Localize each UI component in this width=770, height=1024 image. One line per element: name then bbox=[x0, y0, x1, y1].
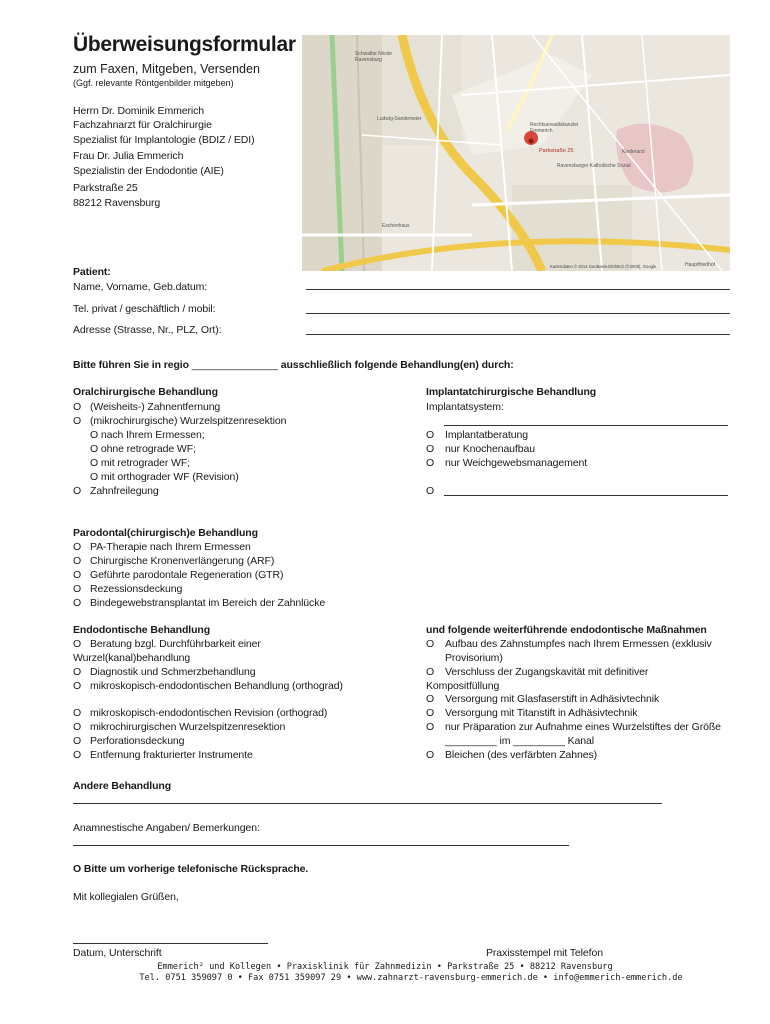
greeting: Mit kollegialen Grüßen, bbox=[73, 891, 179, 903]
paro-heading: Parodontal(chirurgisch)e Behandlung bbox=[73, 527, 258, 539]
footer-contact: Tel. 0751 359097 0 • Fax 0751 359097 29 • www.zahnarzt-ravensburg-emmerich.de • info@emmerich-emmerich.de bbox=[139, 973, 683, 983]
map-label: Ravensburg bbox=[355, 57, 382, 63]
checkbox[interactable]: O bbox=[73, 707, 82, 719]
checkbox[interactable]: O bbox=[73, 597, 82, 609]
oral-item-label: (Weisheits-) Zahnentfernung bbox=[90, 401, 221, 413]
map-marker-label: Parkstraße 25 bbox=[539, 148, 574, 154]
checkbox[interactable]: O bbox=[426, 693, 435, 705]
checkbox[interactable]: O bbox=[426, 443, 435, 455]
checkbox[interactable]: O bbox=[73, 583, 82, 595]
map-label: Eschenhaus bbox=[382, 223, 410, 229]
endo-item-label: Beratung bzgl. Durchführbarkeit einer bbox=[90, 638, 261, 650]
patient-phone-label: Tel. privat / geschäftlich / mobil: bbox=[73, 303, 216, 315]
map-label: Ravensburger Katholische Sozial bbox=[557, 163, 631, 169]
checkbox[interactable]: O bbox=[73, 401, 82, 413]
checkbox[interactable]: O bbox=[73, 485, 82, 497]
checkbox[interactable]: O bbox=[426, 485, 435, 497]
request-suffix: ausschließlich folgende Behandlung(en) durch: bbox=[280, 359, 514, 371]
checkbox[interactable]: O bbox=[73, 680, 82, 692]
further-item-label: nur Präparation zur Aufnahme eines Wurzelstiftes der Größe bbox=[445, 721, 721, 733]
doctor-line: Frau Dr. Julia Emmerich bbox=[73, 150, 184, 162]
further-heading: und folgende weiterführende endodontische Maßnahmen bbox=[426, 624, 707, 636]
form-title: Überweisungsformular bbox=[73, 33, 296, 56]
oral-heading: Oralchirurgische Behandlung bbox=[73, 386, 218, 398]
location-map bbox=[302, 35, 730, 271]
endo-item-label: mikrochirurgischen Wurzelspitzenresektion bbox=[90, 721, 286, 733]
checkbox[interactable]: O bbox=[426, 749, 435, 761]
implant-item-label: nur Weichgewebsmanagement bbox=[445, 457, 588, 469]
map-label: Rechtsanwaltskanzlei bbox=[530, 122, 579, 128]
other-treatment-field[interactable] bbox=[73, 803, 662, 804]
checkbox[interactable]: O bbox=[426, 721, 435, 733]
further-item-label: Verschluss der Zugangskavität mit definitiver bbox=[445, 666, 649, 678]
checkbox[interactable]: O bbox=[73, 749, 82, 761]
checkbox[interactable]: O bbox=[73, 721, 82, 733]
paro-item-label: PA-Therapie nach Ihrem Ermessen bbox=[90, 541, 251, 553]
further-item-label-cont: Provisorium) bbox=[445, 652, 503, 664]
oral-item-label: Zahnfreilegung bbox=[90, 485, 159, 497]
checkbox[interactable]: O bbox=[73, 569, 82, 581]
request-line bbox=[73, 359, 514, 371]
map-label: Schwalbe Nicole bbox=[355, 51, 392, 57]
stamp-label: Praxisstempel mit Telefon bbox=[486, 947, 603, 959]
further-item-label-cont: Kompositfüllung bbox=[426, 680, 500, 692]
implant-heading: Implantatchirurgische Behandlung bbox=[426, 386, 597, 398]
regio-field[interactable]: _______________ bbox=[191, 359, 278, 371]
footer-address: Emmerich² und Kollegen • Praxisklinik für Zahnmedizin • Parkstraße 25 • 88212 Ravensburg bbox=[157, 962, 613, 972]
form-note: (Ggf. relevante Röntgenbilder mitgeben) bbox=[73, 78, 234, 88]
checkbox[interactable]: O bbox=[73, 555, 82, 567]
patient-name-field[interactable] bbox=[306, 289, 730, 290]
checkbox[interactable]: O bbox=[73, 735, 82, 747]
checkbox[interactable]: O bbox=[426, 429, 435, 441]
checkbox[interactable]: O bbox=[73, 638, 82, 650]
other-heading: Andere Behandlung bbox=[73, 780, 172, 792]
endo-heading: Endodontische Behandlung bbox=[73, 624, 211, 636]
request-prefix: Bitte führen Sie in regio bbox=[73, 359, 189, 371]
endo-item-label: Perforationsdeckung bbox=[90, 735, 185, 747]
patient-heading: Patient: bbox=[73, 266, 111, 278]
doctor-line: Spezialist für Implantologie (BDIZ / EDI) bbox=[73, 134, 255, 146]
oral-suboption[interactable]: O nach Ihrem Ermessen; bbox=[90, 429, 205, 441]
oral-suboption[interactable]: O ohne retrograde WF; bbox=[90, 443, 196, 455]
patient-phone-field[interactable] bbox=[306, 313, 730, 314]
oral-suboption[interactable]: O mit retrograder WF; bbox=[90, 457, 190, 469]
paro-item-label: Rezessionsdeckung bbox=[90, 583, 183, 595]
oral-item-label: (mikrochirurgische) Wurzelspitzenresektion bbox=[90, 415, 287, 427]
further-item-label: Versorgung mit Titanstift in Adhäsivtechnik bbox=[445, 707, 638, 719]
checkbox[interactable]: O bbox=[426, 666, 435, 678]
address-street: Parkstraße 25 bbox=[73, 182, 138, 194]
patient-name-label: Name, Vorname, Geb.datum: bbox=[73, 281, 208, 293]
checkbox[interactable]: O bbox=[73, 541, 82, 553]
implant-system-label: Implantatsystem: bbox=[426, 401, 504, 413]
endo-item-label: mikroskopisch-endodontischen Revision (orthograd) bbox=[90, 707, 328, 719]
patient-address-field[interactable] bbox=[306, 334, 730, 335]
checkbox[interactable]: O bbox=[426, 707, 435, 719]
anamnesis-label: Anamnestische Angaben/ Bemerkungen: bbox=[73, 822, 260, 834]
endo-item-label-cont: Wurzel(kanal)behandlung bbox=[73, 652, 191, 664]
further-item-label: Aufbau des Zahnstumpfes nach Ihrem Ermessen (exklusiv bbox=[445, 638, 712, 650]
post-size-field[interactable]: _________ im _________ Kanal bbox=[445, 735, 594, 747]
checkbox[interactable]: O bbox=[426, 457, 435, 469]
map-label: Kinderarzt bbox=[622, 149, 645, 155]
implant-item-label: nur Knochenaufbau bbox=[445, 443, 535, 455]
endo-item-label: mikroskopisch-endodontischen Behandlung (orthograd) bbox=[90, 680, 343, 692]
map-copyright: Kartendaten © 2014 GeoBasis-DE/BKG (©2009), Google bbox=[550, 264, 657, 269]
form-subtitle: zum Faxen, Mitgeben, Versenden bbox=[73, 62, 260, 76]
patient-address-label: Adresse (Strasse, Nr., PLZ, Ort): bbox=[73, 324, 222, 336]
further-item-label: Bleichen (des verfärbten Zahnes) bbox=[445, 749, 598, 761]
paro-item-label: Bindegewebstransplantat im Bereich der Zahnlücke bbox=[90, 597, 326, 609]
anamnesis-field[interactable] bbox=[73, 845, 569, 846]
endo-item-label: Entfernung frakturierter Instrumente bbox=[90, 749, 253, 761]
endo-item-label: Diagnostik und Schmerzbehandlung bbox=[90, 666, 256, 678]
map-label: Ludwig-Sandemeier bbox=[377, 116, 422, 122]
callback-option[interactable]: O Bitte um vorherige telefonische Rücksprache. bbox=[73, 863, 309, 875]
doctor-line: Fachzahnarzt für Oralchirurgie bbox=[73, 119, 212, 131]
doctor-line: Herrn Dr. Dominik Emmerich bbox=[73, 105, 205, 117]
oral-suboption[interactable]: O mit orthograder WF (Revision) bbox=[90, 471, 239, 483]
paro-item-label: Geführte parodontale Regeneration (GTR) bbox=[90, 569, 284, 581]
checkbox[interactable]: O bbox=[426, 638, 435, 650]
address-city: 88212 Ravensburg bbox=[73, 197, 161, 209]
date-signature-label: Datum, Unterschrift bbox=[73, 947, 162, 959]
checkbox[interactable]: O bbox=[73, 666, 82, 678]
map-label: Hauptfriedhof bbox=[685, 262, 716, 268]
implant-other-field[interactable] bbox=[444, 495, 728, 496]
map-graphic bbox=[302, 35, 730, 271]
further-item-label: Versorgung mit Glasfaserstift in Adhäsivtechnik bbox=[445, 693, 660, 705]
doctor-line: Spezialistin der Endodontie (AIE) bbox=[73, 165, 224, 177]
implant-system-field[interactable] bbox=[444, 425, 728, 426]
implant-item-label: Implantatberatung bbox=[445, 429, 528, 441]
signature-field[interactable] bbox=[73, 943, 268, 944]
map-label: Emmerich bbox=[530, 128, 553, 134]
paro-item-label: Chirurgische Kronenverlängerung (ARF) bbox=[90, 555, 275, 567]
checkbox[interactable]: O bbox=[73, 415, 82, 427]
